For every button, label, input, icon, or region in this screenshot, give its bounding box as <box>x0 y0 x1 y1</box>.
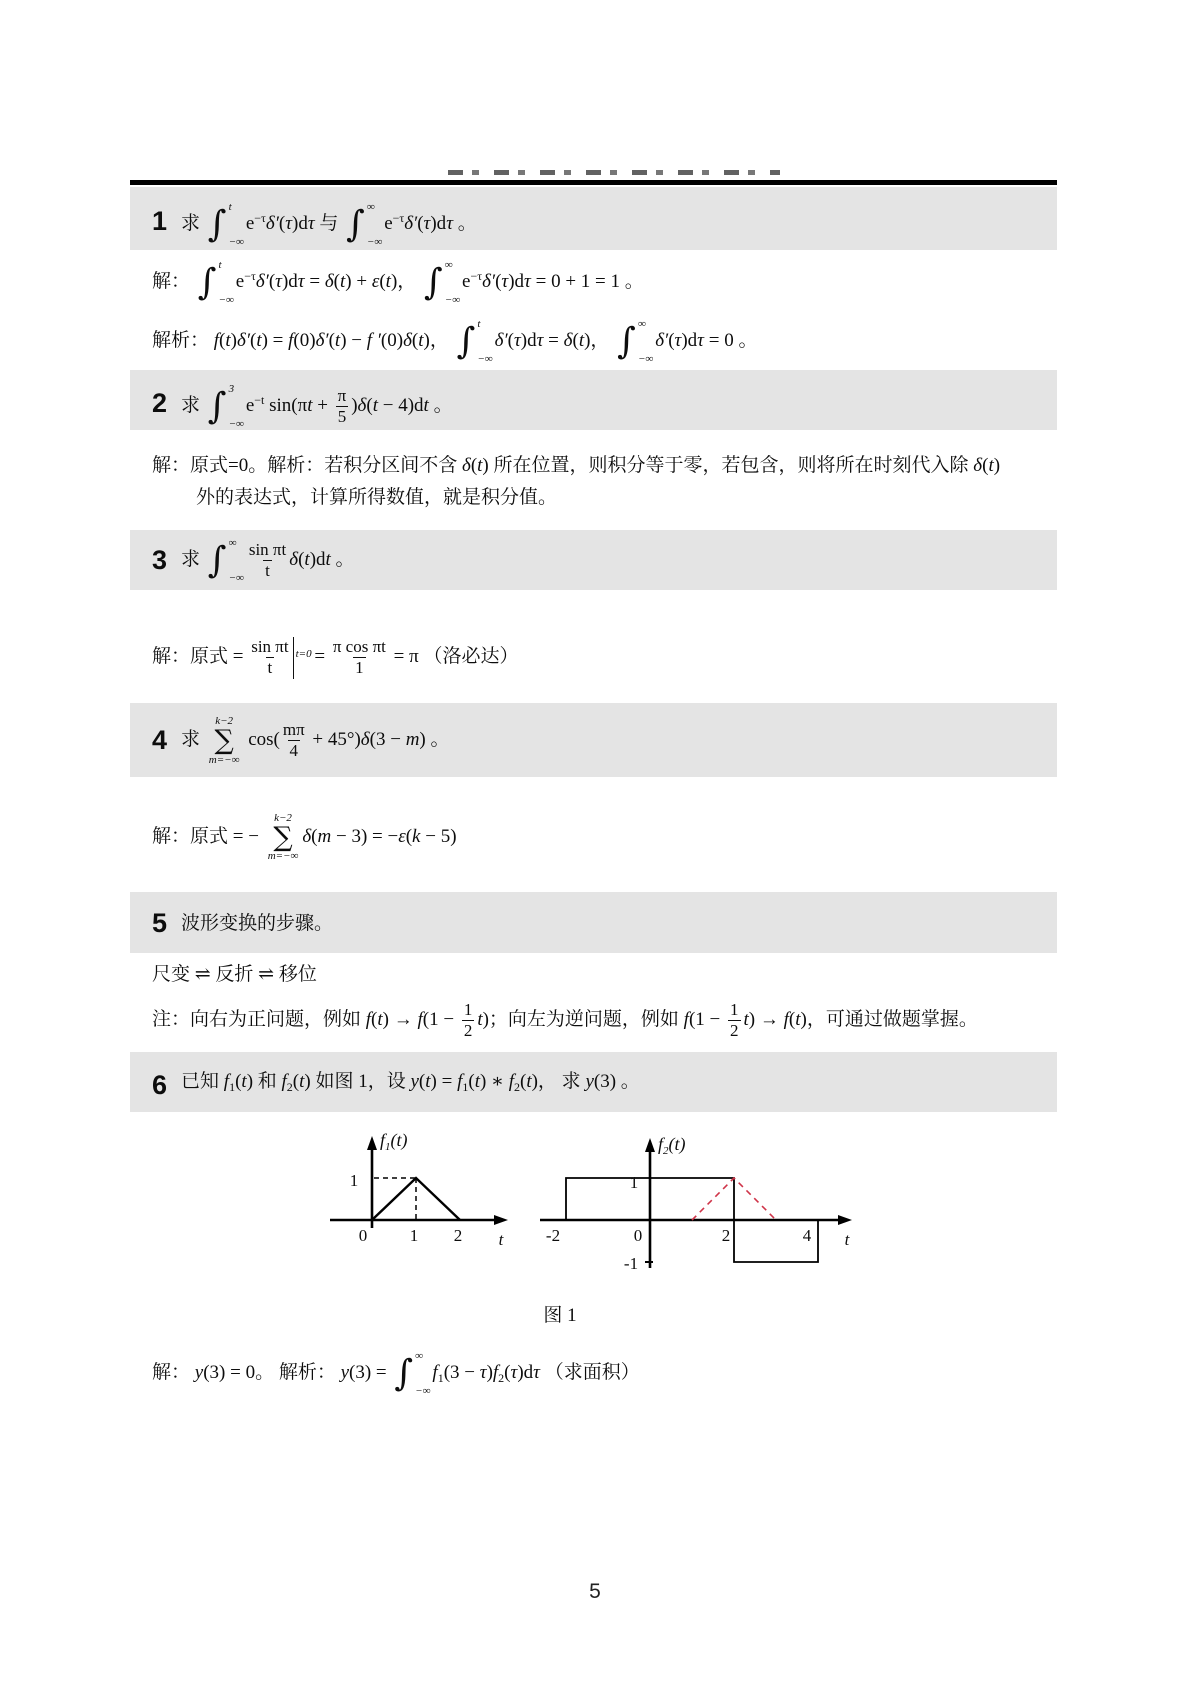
question-4-bar <box>130 703 1057 777</box>
f1-plot <box>330 1130 508 1249</box>
question-3-formula: 求 ∫ ∞ −∞ $\frac{\text{sin πt}}{t}$ δ(t)dt 。 <box>181 536 355 584</box>
q1-analysis: 解析： f(t)δ′(t) = f(0)δ′(t) − f ′(0)δ(t)， ∫ t −∞ δ′(τ)dτ = δ(t)， ∫ ∞ −∞ δ′(τ)dτ = 0 。 <box>152 317 758 365</box>
question-2-formula: 求 ∫ 3 −∞ $e^{-t}$ sin(πt + $\frac{\pi}{5}$ )δ(t − 4)dt 。 <box>181 382 453 430</box>
f1-xlabel: t <box>498 1230 504 1249</box>
f2-ymax-label: 1 <box>629 1173 639 1192</box>
f2-label: $f_2(t)$ <box>658 1134 686 1157</box>
figure-1-plots <box>300 1128 900 1293</box>
question-6-bar <box>130 1052 1057 1112</box>
q1-solution: 解： ∫ t −∞ $e^{-\tau}\delta'(\tau)d\tau = \delta(t) + \varepsilon(t)$， ∫ ∞ −∞ $e^{-\tau}\delta'(\tau)d\tau = 0 + 1 = 1$ 。 <box>152 258 644 306</box>
page-number: 5 <box>589 1580 601 1603</box>
question-3-bar <box>130 530 1057 590</box>
q3-solution: 解：原式 = $\frac{\text{sin πt}}{t}$ t=0 = $\frac{\text{π cos πt}}{1}$ = π （洛必达） <box>152 636 519 678</box>
f2-tick-m2: -2 <box>545 1226 561 1245</box>
figure-caption: 图 1 <box>543 1305 577 1326</box>
question-2-bar <box>130 370 1057 430</box>
clipped-header-text <box>448 170 780 175</box>
f2-tick-4: 4 <box>802 1226 812 1245</box>
question-3-number: 3 <box>152 545 167 576</box>
f1-ymax-label: 1 <box>349 1171 359 1190</box>
question-5-number: 5 <box>152 907 167 938</box>
q6-solution: 解： y(3) = 0。 解析： y(3) = ∫ ∞ −∞ $f_1(3 - \tau)f_2(\tau)d\tau$ （求面积） <box>152 1349 640 1397</box>
f2-ymin-label: -1 <box>623 1254 639 1273</box>
q4-solution: 解：原式 = − k−2 ∑ m=−∞ δ(m − 3) = −ε(k − 5) <box>152 811 457 863</box>
q2-solution-line1: 解：原式=0。解析：若积分区间不含 δ(t) 所在位置，则积分等于零，若包含，则将所在时刻代入除 δ(t) <box>152 455 1001 476</box>
question-1-bar <box>130 187 1057 250</box>
question-6-number: 6 <box>152 1069 167 1100</box>
f2-xlabel: t <box>844 1230 850 1249</box>
question-5-title: 波形变换的步骤。 <box>181 912 334 934</box>
question-1-formula: 求 ∫ t −∞ $e^{-\tau}\delta'(\tau)d\tau$ 与 ∫ ∞ −∞ $e^{-\tau}\delta'(\tau)d\tau$ 。 <box>181 200 477 248</box>
f2-y-axis-arrow <box>645 1138 655 1152</box>
f2-tick-0: 0 <box>633 1226 643 1245</box>
question-1-number: 1 <box>152 205 167 236</box>
f1-tick-1: 1 <box>409 1226 419 1245</box>
figure-1 <box>300 1128 900 1293</box>
question-5-bar <box>130 892 1057 953</box>
q5-steps-line: 尺变 ⇌ 反折 ⇌ 移位 <box>152 964 317 985</box>
q5-note: 注：向右为正问题，例如 f(t) → f(1 − $\frac{1}{2}$ t)；向左为逆问题，例如 f(1 − $\frac{1}{2}$ t) → f(t)，可通过做题掌握。 <box>152 999 978 1041</box>
f1-x-axis-arrow <box>494 1215 508 1225</box>
question-6-formula: 已知 $f_1(t)$ 和 $f_2(t)$ 如图 1，设 $y(t) = f_1(t)$ ∗ $f_2(t)$， 求 y(3) 。 <box>181 1071 640 1094</box>
f1-tick-2: 2 <box>453 1226 463 1245</box>
question-4-formula: 求 k−2 ∑ m=−∞ cos( $\frac{m\pi}{4}$ + 45°)δ(3 − m) 。 <box>181 715 450 766</box>
f2-plot <box>540 1134 852 1273</box>
question-2-number: 2 <box>152 388 167 418</box>
q2-solution-line2: 外的表达式，计算所得数值，就是积分值。 <box>196 487 558 508</box>
f1-y-axis-arrow <box>367 1136 377 1150</box>
f2-tick-2: 2 <box>721 1226 731 1245</box>
f1-label: $f_1(t)$ <box>380 1130 408 1153</box>
question-4-number: 4 <box>152 725 167 756</box>
f2-x-axis-arrow <box>838 1215 852 1225</box>
header-rule <box>130 180 1057 185</box>
f1-tick-0: 0 <box>358 1226 368 1245</box>
